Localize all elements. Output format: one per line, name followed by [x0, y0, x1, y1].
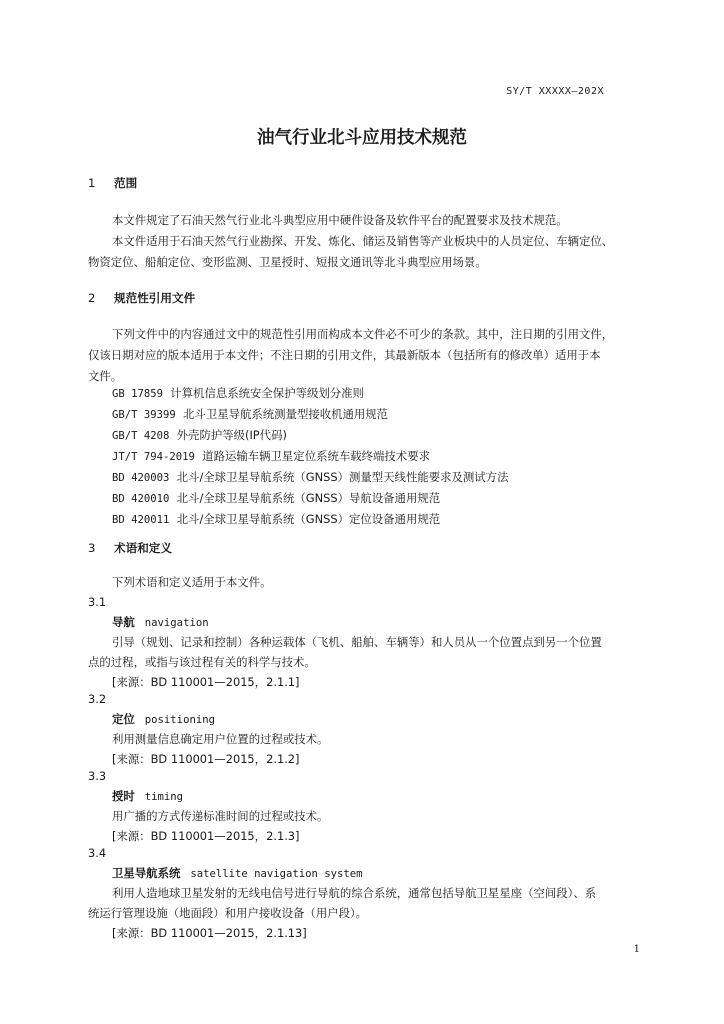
paragraph-line: 本文件适用于石油天然气行业勘探、开发、炼化、储运及销售等产业板块中的人员定位、车辆定位、 — [112, 234, 614, 248]
paragraph-line: 下列术语和定义适用于本文件。 — [112, 575, 272, 589]
reference-title: 北斗/全球卫星导航系统（GNSS）定位设备通用规范 — [176, 512, 441, 526]
term-zh: 导航 — [112, 615, 135, 629]
reference-item — [112, 425, 287, 447]
reference-title: 北斗/全球卫星导航系统（GNSS）测量型天线性能要求及测试方法 — [176, 470, 509, 484]
reference-item — [112, 404, 388, 426]
term-source: [来源：BD 110001—2015，2.1.2] — [112, 752, 300, 766]
section-heading-references — [88, 288, 195, 309]
reference-code: GB/T 39399 — [112, 409, 176, 421]
definition-line: 利用测量信息确定用户位置的过程或技术。 — [112, 732, 329, 746]
term-en: timing — [144, 791, 184, 803]
definition-line: 用广播的方式传递标准时间的过程或技术。 — [112, 809, 329, 823]
reference-code: JT/T 794-2019 — [112, 451, 195, 463]
document-title: 油气行业北斗应用技术规范 — [257, 128, 467, 148]
term-number: 3.2 — [88, 692, 107, 706]
term-number: 3.3 — [88, 769, 107, 783]
term-source: [来源：BD 110001—2015，2.1.3] — [112, 829, 300, 843]
term-en: satellite navigation system — [190, 868, 363, 880]
section-heading-terms — [88, 538, 172, 559]
reference-item — [112, 446, 430, 468]
definition-line: 利用人造地球卫星发射的无线电信号进行导航的综合系统，通常包括导航卫星星座（空间段）、系 — [112, 886, 597, 900]
term-zh: 卫星导航系统 — [112, 866, 181, 880]
section-title: 范围 — [114, 176, 138, 190]
paragraph-line: 仅该日期对应的版本适用于本文件；不注日期的引用文件，其最新版本（包括所有的修改单）适用于本 — [88, 348, 601, 362]
term-heading — [112, 863, 363, 885]
term-source: [来源：BD 110001—2015，2.1.1] — [112, 675, 300, 689]
term-number: 3.1 — [88, 595, 107, 609]
term-number: 3.4 — [88, 846, 107, 860]
reference-code: GB/T 4208 — [112, 430, 170, 442]
term-en: navigation — [144, 617, 209, 629]
term-heading — [112, 786, 183, 808]
reference-code: BD 420011 — [112, 514, 170, 526]
section-title: 规范性引用文件 — [114, 291, 196, 305]
section-number: 2 — [88, 291, 96, 305]
definition-line: 统运行管理设施（地面段）和用户接收设备（用户段）。 — [88, 906, 368, 920]
reference-item — [112, 467, 508, 489]
section-number: 3 — [88, 541, 96, 555]
reference-title: 外壳防护等级(IP代码) — [176, 428, 287, 442]
reference-title: 道路运输车辆卫星定位系统车载终端技术要求 — [202, 449, 430, 463]
reference-item — [112, 383, 364, 405]
reference-title: 北斗/全球卫星导航系统（GNSS）导航设备通用规范 — [176, 491, 441, 505]
term-heading — [112, 612, 209, 634]
reference-code: BD 420003 — [112, 472, 170, 484]
reference-code: GB 17859 — [112, 388, 164, 400]
section-title: 术语和定义 — [114, 541, 172, 555]
section-heading-scope — [88, 173, 137, 194]
paragraph-line: 物资定位、船舶定位、变形监测、卫星授时、短报文通讯等北斗典型应用场景。 — [88, 255, 487, 269]
paragraph-line: 文件。 — [88, 369, 123, 383]
reference-title: 计算机信息系统安全保护等级划分准则 — [170, 386, 364, 400]
page-number: 1 — [633, 944, 640, 955]
term-zh: 定位 — [112, 712, 135, 726]
definition-line: 点的过程，或指与该过程有关的科学与技术。 — [88, 655, 316, 669]
term-source: [来源：BD 110001—2015，2.1.13] — [112, 926, 307, 940]
definition-line: 引导（规划、记录和控制）各种运载体（飞机、船舶、车辆等）和人员从一个位置点到另一个位置 — [112, 635, 602, 649]
term-heading — [112, 709, 215, 731]
reference-title: 北斗卫星导航系统测量型接收机通用规范 — [183, 407, 389, 421]
reference-code: BD 420010 — [112, 493, 170, 505]
standard-code: SY/T XXXXX—202X — [506, 86, 604, 97]
reference-item — [112, 509, 440, 531]
paragraph-line: 下列文件中的内容通过文中的规范性引用而构成本文件必不可少的条款。其中，注日期的引用文件， — [112, 327, 614, 341]
section-number: 1 — [88, 176, 96, 190]
reference-item — [112, 488, 440, 510]
paragraph-line: 本文件规定了石油天然气行业北斗典型应用中硬件设备及软件平台的配置要求及技术规范。 — [112, 213, 568, 227]
term-en: positioning — [144, 714, 215, 726]
term-zh: 授时 — [112, 789, 135, 803]
